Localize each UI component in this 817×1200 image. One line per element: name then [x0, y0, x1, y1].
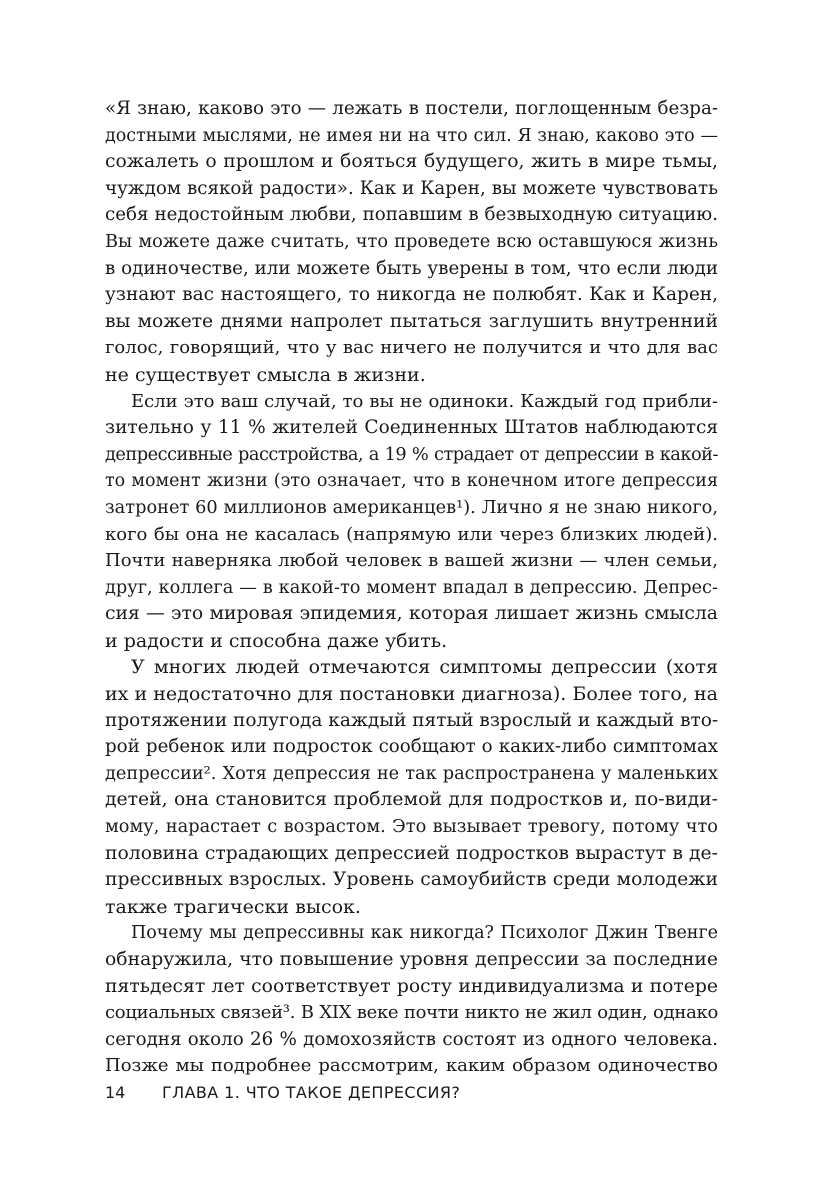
- paragraph: [105, 654, 718, 920]
- text-line: узнают вас настоящего, то никогда не полюбят. Как и Карен,: [105, 284, 718, 306]
- text-line: пятьдесят лет соответствует росту индивидуализма и потере: [105, 975, 718, 997]
- text-line: сожалеть о прошлом и бояться будущего, жить в мире тьмы,: [105, 151, 718, 173]
- paragraph: [105, 96, 718, 389]
- text-line: прессивных взрослых. Уровень самоубийств среди молодежи: [105, 869, 718, 891]
- text-line: протяжении полугода каждый пятый взрослый и каждый вто-: [105, 709, 718, 731]
- text-line: чуждом всякой радости». Как и Карен, вы можете чувствовать: [105, 177, 718, 199]
- text-line: Почему мы депрессивны как никогда? Психолог Джин Твенге: [131, 923, 718, 944]
- text-line: себя недостойным любви, попавшим в безвыходную ситуацию.: [105, 204, 718, 226]
- running-head: ГЛАВА 1. ЧТО ТАКОЕ ДЕПРЕССИЯ?: [162, 1083, 461, 1102]
- text-line: депрессивные расстройства, а 19 % страдает от депрессии в какой-: [105, 444, 718, 465]
- text-line: друг, коллега — в какой-то момент впадал в депрессию. Депрес-: [105, 577, 718, 598]
- text-line: зительно у 11 % жителей Соединенных Штатов наблюдаются: [105, 417, 718, 439]
- text-line: голос, говорящий, что у вас ничего не получится и что для вас: [105, 337, 718, 359]
- text-line: вы можете днями напролет пытаться заглушить внутренний: [105, 310, 718, 332]
- text-line: Вы можете даже считать, что проведете всю оставшуюся жизнь: [105, 231, 718, 252]
- text-line: детей, она становится проблемой для подростков и, по-види-: [105, 789, 718, 811]
- text-line: сия — это мировая эпидемия, которая лишает жизнь смысла: [105, 603, 718, 625]
- page-footer: [105, 1080, 718, 1106]
- text-line: достными мыслями, не имея ни на что сил. Я знаю, каково это —: [105, 125, 718, 146]
- text-line: «Я знаю, каково это — лежать в постели, поглощенным безра-: [105, 98, 718, 119]
- text-line: Если это ваш случай, то вы не одиноки. Каждый год прибли-: [131, 390, 718, 412]
- text-line: не существует смысла в жизни.: [105, 363, 426, 386]
- text-line: Почти наверняка любой человек в вашей жизни — член семьи,: [105, 550, 718, 572]
- text-line: и радости и способна даже убить.: [105, 629, 448, 652]
- text-line: обнаружила, что повышение уровня депрессии за последние: [105, 949, 718, 970]
- text-line: затронет 60 миллионов американцев¹). Лично я не знаю никого,: [105, 497, 718, 518]
- text-line: мому, нарастает с возрастом. Это вызывает тревогу, потому что: [105, 817, 718, 838]
- text-line: Позже мы подробнее рассмотрим, каким образом одиночество: [105, 1055, 718, 1077]
- text-line: половина страдающих депрессией подростков вырастут в де-: [105, 842, 718, 864]
- text-line: кого бы она не касалась (напрямую или через близких людей).: [105, 523, 718, 545]
- text-line: социальных связей³. В XIX веке почти никто не жил один, однако: [105, 1002, 718, 1024]
- text-line: в одиночестве, или можете быть уверены в том, что если люди: [105, 257, 718, 279]
- text-line: сегодня около 26 % домохозяйств состоят из одного человека.: [105, 1028, 718, 1050]
- text-line: также трагически высок.: [105, 895, 361, 918]
- text-line: У многих людей отмечаются симптомы депрессии (хотя: [131, 656, 718, 679]
- text-line: депрессии². Хотя депрессия не так распространена у маленьких: [105, 763, 718, 784]
- body-text: [105, 96, 718, 1080]
- paragraph: [105, 920, 718, 1080]
- text-line: рой ребенок или подросток сообщают о каких-либо симптомах: [105, 736, 718, 758]
- page-number: 14: [105, 1083, 126, 1102]
- text-line: их и недостаточно для постановки диагноза). Более того, на: [105, 683, 718, 706]
- text-line: то момент жизни (это означает, что в конечном итоге депрессия: [105, 471, 718, 492]
- paragraph: [105, 389, 718, 655]
